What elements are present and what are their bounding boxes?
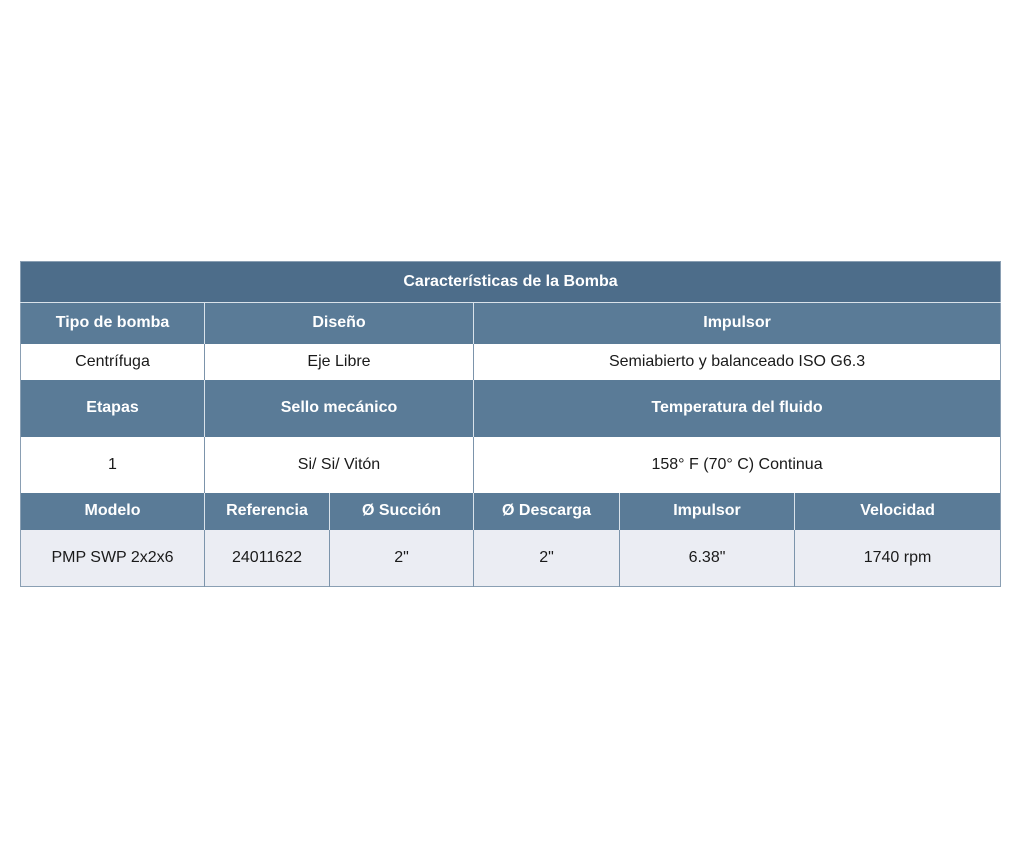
value-referencia: 24011622	[205, 530, 330, 587]
table-title: Características de la Bomba	[21, 262, 1001, 303]
value-temperatura-del-fluido: 158° F (70° C) Continua	[474, 437, 1001, 493]
header-sello-mecanico: Sello mecánico	[205, 380, 474, 437]
value-impulsor: Semiabierto y balanceado ISO G6.3	[474, 344, 1001, 380]
header-tipo-de-bomba: Tipo de bomba	[21, 303, 205, 344]
value-row-3	[21, 530, 1001, 587]
value-row-2	[21, 437, 1001, 493]
value-diseno: Eje Libre	[205, 344, 474, 380]
header-succion: Ø Succión	[330, 493, 474, 530]
header-referencia: Referencia	[205, 493, 330, 530]
pump-characteristics-table	[20, 261, 1001, 587]
header-etapas: Etapas	[21, 380, 205, 437]
header-row-1	[21, 303, 1001, 344]
value-modelo: PMP SWP 2x2x6	[21, 530, 205, 587]
header-row-3	[21, 493, 1001, 530]
value-velocidad: 1740 rpm	[795, 530, 1001, 587]
value-sello-mecanico: Si/ Si/ Vitón	[205, 437, 474, 493]
header-diseno: Diseño	[205, 303, 474, 344]
header-impulsor-size: Impulsor	[620, 493, 795, 530]
value-row-1	[21, 344, 1001, 380]
value-etapas: 1	[21, 437, 205, 493]
header-impulsor: Impulsor	[474, 303, 1001, 344]
value-succion: 2"	[330, 530, 474, 587]
header-velocidad: Velocidad	[795, 493, 1001, 530]
header-row-2	[21, 380, 1001, 437]
header-descarga: Ø Descarga	[474, 493, 620, 530]
value-impulsor-size: 6.38"	[620, 530, 795, 587]
header-temperatura-del-fluido: Temperatura del fluido	[474, 380, 1001, 437]
header-modelo: Modelo	[21, 493, 205, 530]
value-tipo-de-bomba: Centrífuga	[21, 344, 205, 380]
value-descarga: 2"	[474, 530, 620, 587]
